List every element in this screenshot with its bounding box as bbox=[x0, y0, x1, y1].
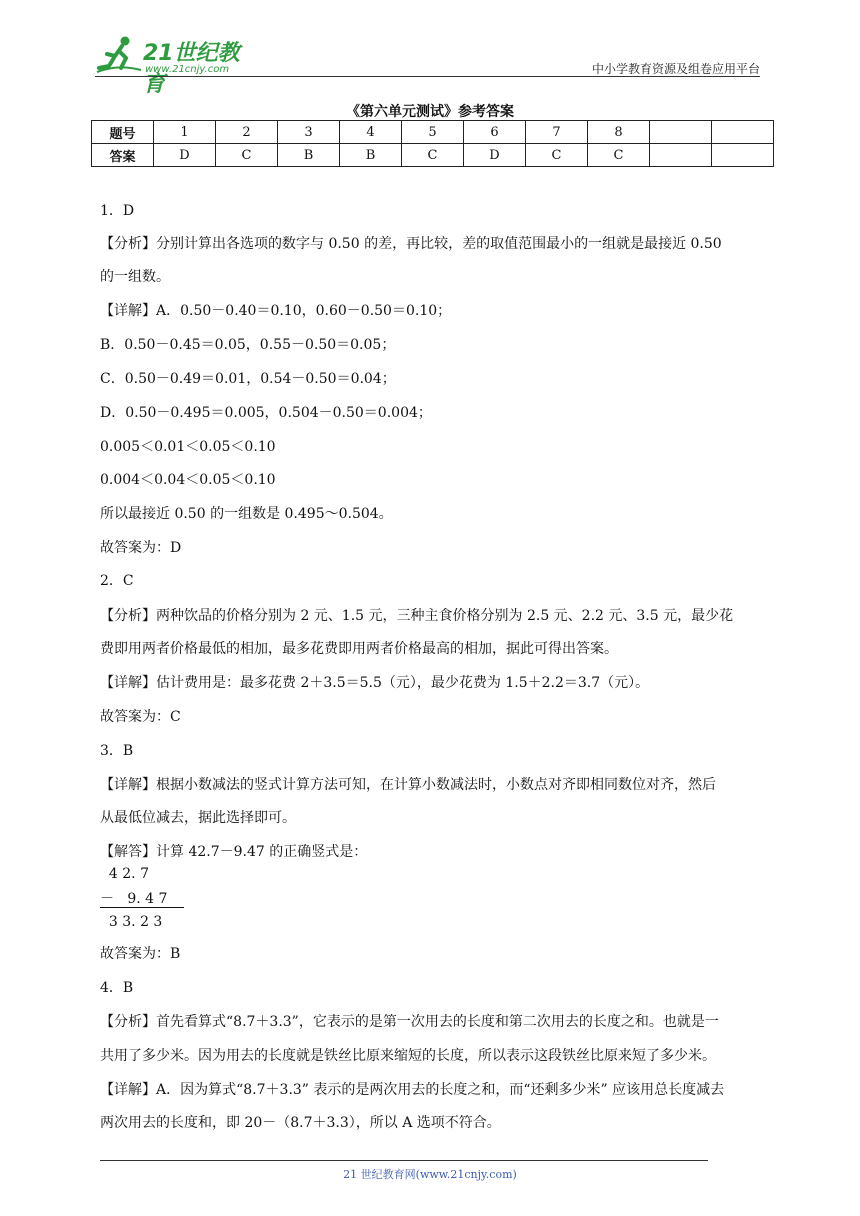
table-cell: 3 bbox=[278, 121, 340, 144]
analysis-line: 共用了多少米。因为用去的长度就是铁丝比原来缩短的长度，所以表示这段铁丝比原来短了多少米。 bbox=[100, 1048, 716, 1064]
answer-heading-3: 3．B bbox=[100, 743, 134, 759]
conclusion-line: 故答案为：D bbox=[100, 540, 182, 556]
table-cell: C bbox=[402, 144, 464, 167]
detail-line: 两次用去的长度和，即 20－（8.7＋3.3），所以 A 选项不符合。 bbox=[100, 1115, 501, 1131]
detail-line: D．0.50－0.495＝0.005，0.504－0.50＝0.004； bbox=[100, 405, 432, 421]
table-cell: 8 bbox=[588, 121, 650, 144]
platform-name: 中小学教育资源及组卷应用平台 bbox=[591, 62, 760, 76]
table-cell: B bbox=[278, 144, 340, 167]
table-cell: 1 bbox=[154, 121, 216, 144]
runner-logo-icon bbox=[95, 34, 143, 76]
detail-line: 0.005＜0.01＜0.05＜0.10 bbox=[100, 439, 276, 455]
detail-line: 【详解】根据小数减法的竖式计算方法可知，在计算小数减法时，小数点对齐即相同数位对齐，然后 bbox=[100, 777, 716, 793]
table-cell: C bbox=[216, 144, 278, 167]
table-cell bbox=[712, 144, 774, 167]
solution-line: 【解答】计算 42.7－9.47 的正确竖式是： bbox=[100, 844, 368, 860]
analysis-line: 【分析】首先看算式“8.7＋3.3”，它表示的是第一次用去的长度和第二次用去的长度之和。也就是一 bbox=[100, 1014, 719, 1030]
analysis-line: 【分析】分别计算出各选项的数字与 0.50 的差，再比较，差的取值范围最小的一组就是最接近 0.50 bbox=[100, 236, 722, 252]
calc-row: 4 2. 7 bbox=[100, 866, 149, 882]
table-row bbox=[92, 144, 774, 167]
detail-line: 【详解】估计费用是：最多花费 2＋3.5＝5.5（元），最少花费为 1.5＋2.2＝3.7（元）。 bbox=[100, 675, 650, 691]
table-cell: C bbox=[588, 144, 650, 167]
table-row bbox=[92, 121, 774, 144]
table-cell bbox=[650, 144, 712, 167]
table-cell: 6 bbox=[464, 121, 526, 144]
table-cell: B bbox=[340, 144, 402, 167]
calc-rule bbox=[100, 907, 184, 908]
document-title: 《第六单元测试》参考答案 bbox=[346, 104, 514, 120]
analysis-line: 费即用两者价格最低的相加，最多花费即用两者价格最高的相加，据此可得出答案。 bbox=[100, 641, 618, 657]
vertical-calculation bbox=[100, 862, 190, 942]
detail-line: B．0.50－0.45＝0.05，0.55－0.50＝0.05； bbox=[100, 337, 396, 353]
calc-row: － 9. 4 7 bbox=[100, 891, 168, 907]
calc-row: 3 3. 2 3 bbox=[100, 914, 163, 930]
detail-line: 【详解】A．0.50－0.40＝0.10，0.60－0.50＝0.10； bbox=[100, 303, 452, 319]
table-header-cell: 题号 bbox=[92, 121, 154, 144]
table-cell: D bbox=[464, 144, 526, 167]
answer-table bbox=[91, 120, 774, 167]
conclusion-line: 故答案为：B bbox=[100, 946, 181, 962]
answer-heading-4: 4．B bbox=[100, 980, 134, 996]
footer-divider bbox=[100, 1160, 708, 1161]
logo bbox=[95, 34, 260, 97]
logo-text: 21世纪教育 bbox=[143, 41, 240, 97]
analysis-line: 的一组数。 bbox=[100, 269, 170, 285]
answer-heading-2: 2．C bbox=[100, 573, 134, 589]
analysis-line: 【分析】两种饮品的价格分别为 2 元、1.5 元，三种主食价格分别为 2.5 元、2.2 元、3.5 元，最少花 bbox=[100, 608, 734, 624]
table-cell: 4 bbox=[340, 121, 402, 144]
detail-line: 0.004＜0.04＜0.05＜0.10 bbox=[100, 472, 276, 488]
table-cell bbox=[712, 121, 774, 144]
table-cell bbox=[650, 121, 712, 144]
detail-line: 从最低位减去，据此选择即可。 bbox=[100, 810, 296, 826]
header-divider bbox=[95, 76, 760, 77]
detail-line: 【详解】A．因为算式“8.7＋3.3” 表示的是两次用去的长度之和，而“还剩多少米” 应该用总长度减去 bbox=[100, 1082, 725, 1098]
table-cell: 7 bbox=[526, 121, 588, 144]
answer-heading-1: 1．D bbox=[100, 203, 135, 219]
table-header-cell: 答案 bbox=[92, 144, 154, 167]
detail-line: C．0.50－0.49＝0.01，0.54－0.50＝0.04； bbox=[100, 371, 396, 387]
table-cell: D bbox=[154, 144, 216, 167]
conclusion-line: 故答案为：C bbox=[100, 709, 181, 725]
page-header bbox=[95, 28, 760, 97]
detail-line: 所以最接近 0.50 的一组数是 0.495～0.504。 bbox=[100, 506, 393, 522]
table-cell: C bbox=[526, 144, 588, 167]
footer-text: 21 世纪教育网(www.21cnjy.com) bbox=[343, 1168, 517, 1181]
logo-url: www.21cnjy.com bbox=[145, 64, 230, 75]
table-cell: 2 bbox=[216, 121, 278, 144]
table-cell: 5 bbox=[402, 121, 464, 144]
